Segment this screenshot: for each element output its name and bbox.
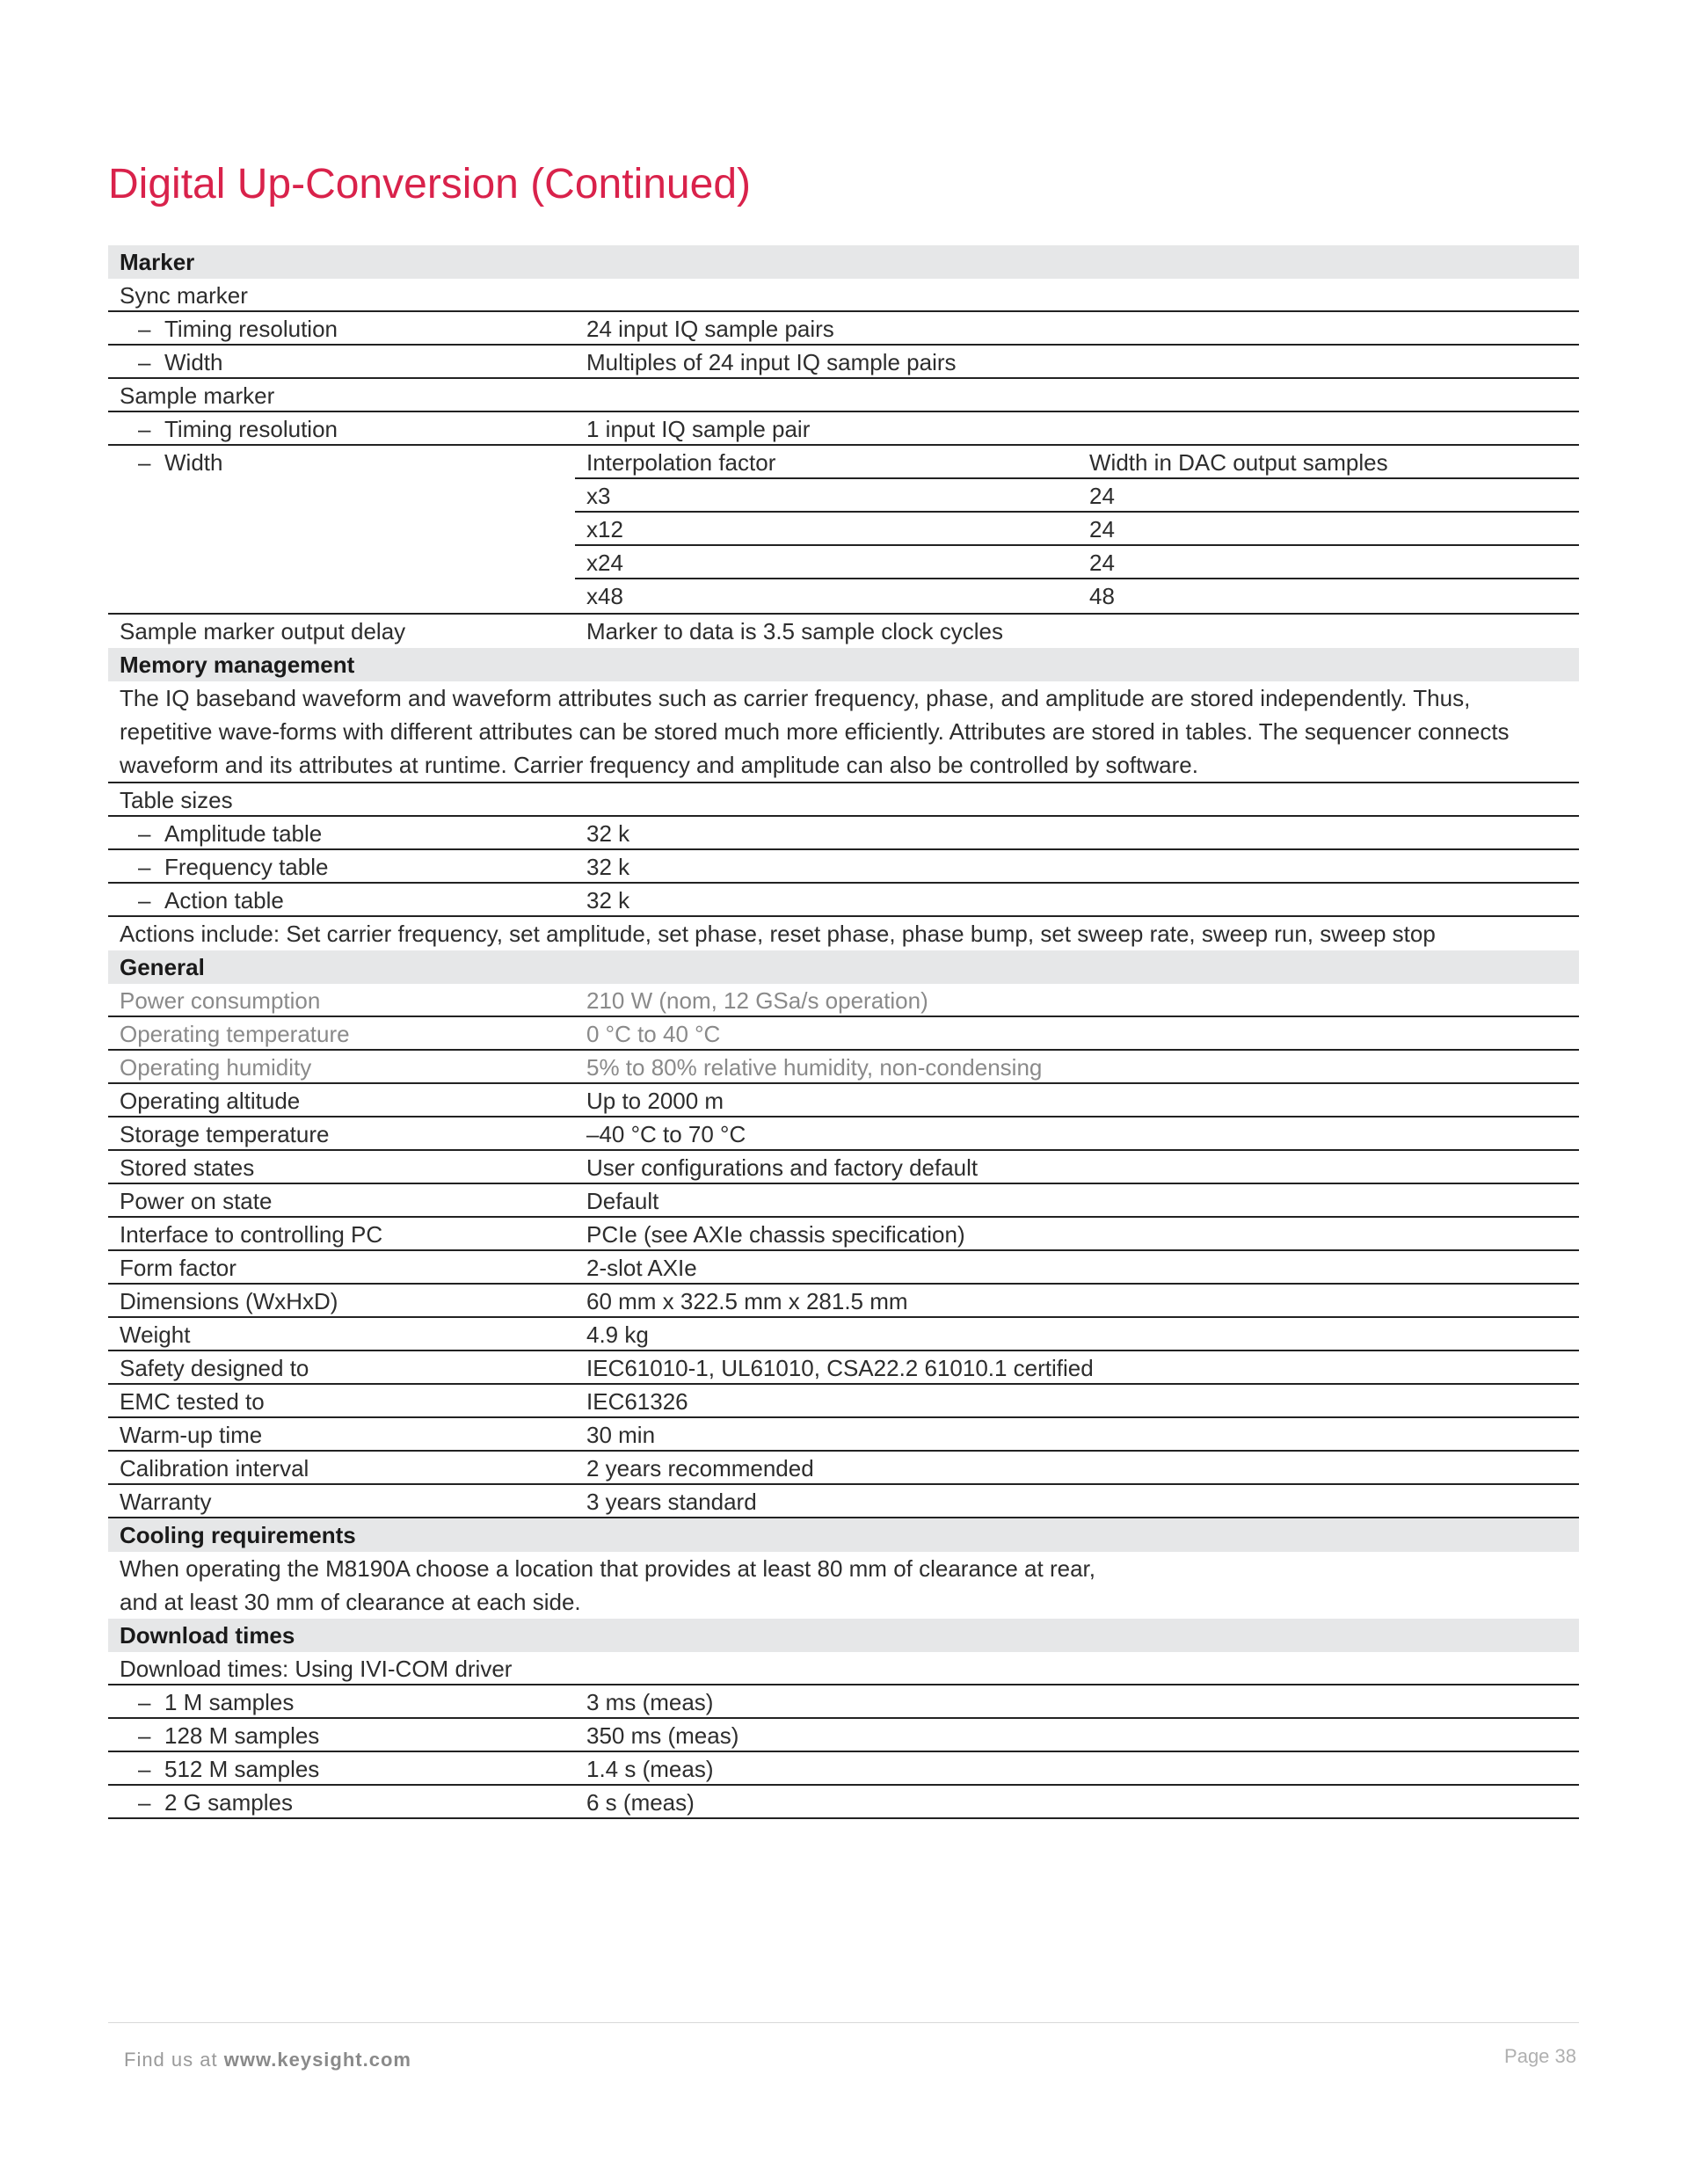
section-header-download: Download times	[108, 1619, 1579, 1652]
output-delay-value: Marker to data is 3.5 sample clock cycles	[586, 618, 1003, 644]
section-header-cooling: Cooling requirements	[108, 1518, 1579, 1552]
download-row	[108, 1786, 1579, 1819]
general-row	[108, 1318, 1579, 1351]
interpolation-factor-header: Interpolation factor	[586, 449, 776, 476]
general-label: Calibration interval	[120, 1455, 309, 1481]
download-label	[138, 1752, 319, 1786]
dac-width: 24	[1089, 483, 1115, 509]
page-number: Page 38	[1504, 2045, 1576, 2067]
general-label: Power on state	[120, 1188, 273, 1214]
cooling-line: and at least 30 mm of clearance at each side.	[120, 1589, 581, 1615]
frequency-table-label	[138, 850, 328, 884]
footer-find-us	[124, 2049, 411, 2071]
amplitude-table-row	[108, 817, 1579, 850]
dash: –	[138, 1756, 151, 1782]
sync-timing-label	[138, 312, 338, 346]
footer-find-prefix: Find us at	[124, 2049, 218, 2071]
specification-table	[108, 245, 1579, 1819]
general-value: 2-slot AXIe	[586, 1255, 697, 1281]
general-row	[108, 1084, 1579, 1117]
action-table-row	[108, 884, 1579, 917]
general-row	[108, 1151, 1579, 1184]
download-row	[108, 1752, 1579, 1786]
cooling-line: When operating the M8190A choose a location that provides at least 80 mm of clearance at rear,	[120, 1555, 1095, 1582]
general-label: Interface to controlling PC	[120, 1221, 383, 1248]
interpolation-factor: x24	[586, 550, 623, 576]
frequency-table-row	[108, 850, 1579, 884]
action-table-value: 32 k	[586, 887, 630, 914]
dash: –	[138, 416, 151, 442]
download-label-text: 2 G samples	[164, 1789, 293, 1816]
sample-marker-label: Sample marker	[120, 382, 275, 409]
general-row	[108, 984, 1579, 1017]
dac-width: 48	[1089, 583, 1115, 609]
sync-width-label	[138, 346, 222, 379]
width-subtable-row	[575, 546, 1579, 579]
general-row	[108, 1351, 1579, 1385]
download-row	[108, 1685, 1579, 1719]
general-row	[108, 1485, 1579, 1518]
download-label	[138, 1786, 293, 1819]
output-delay-row	[108, 615, 1579, 648]
general-row	[108, 1285, 1579, 1318]
action-table-text: Action table	[164, 887, 284, 914]
dash: –	[138, 349, 151, 375]
sync-width-text: Width	[164, 349, 223, 375]
general-label: Weight	[120, 1321, 191, 1348]
general-value: 2 years recommended	[586, 1455, 814, 1481]
general-row	[108, 1418, 1579, 1452]
amplitude-table-text: Amplitude table	[164, 820, 323, 847]
sync-width-value: Multiples of 24 input IQ sample pairs	[586, 349, 957, 375]
interpolation-factor: x3	[586, 483, 611, 509]
download-value: 3 ms (meas)	[586, 1689, 714, 1715]
download-label-text: 128 M samples	[164, 1722, 320, 1749]
sample-width-label	[138, 446, 222, 479]
section-header-memory: Memory management	[108, 648, 1579, 681]
general-value: IEC61010-1, UL61010, CSA22.2 61010.1 certified	[586, 1355, 1094, 1381]
memory-paragraph: The IQ baseband waveform and waveform attributes such as carrier frequency, phase, and amplitude are stored independently. Thus, repetitive wave-forms with different attributes can be stored much more efficiently. Attributes are stored in tables. The sequencer connects waveform and its attributes at runtime. Carrier frequency and amplitude can also be controlled by software.	[108, 681, 1579, 783]
amplitude-table-value: 32 k	[586, 820, 630, 847]
general-label: EMC tested to	[120, 1388, 265, 1415]
general-label: Dimensions (WxHxD)	[120, 1288, 338, 1314]
sync-marker-row	[108, 279, 1579, 312]
general-value: Up to 2000 m	[586, 1088, 724, 1114]
general-row	[108, 1117, 1579, 1151]
sync-marker-label: Sync marker	[120, 282, 248, 309]
general-row	[108, 1385, 1579, 1418]
dash: –	[138, 1689, 151, 1715]
general-value: 30 min	[586, 1422, 656, 1448]
sample-timing-row	[108, 412, 1579, 446]
sample-marker-row	[108, 379, 1579, 412]
general-label: Warm-up time	[120, 1422, 263, 1448]
section-header-marker: Marker	[108, 245, 1579, 279]
general-value: Default	[586, 1188, 659, 1214]
general-row	[108, 1051, 1579, 1084]
general-value: 4.9 kg	[586, 1321, 649, 1348]
sample-timing-label	[138, 412, 338, 446]
general-label: Storage temperature	[120, 1121, 330, 1147]
download-value: 6 s (meas)	[586, 1789, 695, 1816]
general-value: PCIe (see AXIe chassis specification)	[586, 1221, 965, 1248]
output-delay-label: Sample marker output delay	[120, 618, 406, 644]
amplitude-table-label	[138, 817, 322, 850]
width-subtable-header	[575, 446, 1579, 479]
sync-width-row	[108, 346, 1579, 379]
table-sizes-label: Table sizes	[120, 787, 233, 813]
sample-timing-value: 1 input IQ sample pair	[586, 416, 811, 442]
section-header-general: General	[108, 950, 1579, 984]
download-intro: Download times: Using IVI-COM driver	[108, 1652, 1579, 1685]
download-label-text: 512 M samples	[164, 1756, 320, 1782]
dash: –	[138, 449, 151, 476]
sample-timing-text: Timing resolution	[164, 416, 338, 442]
general-label: Operating temperature	[120, 1021, 350, 1047]
general-row	[108, 1251, 1579, 1285]
dash: –	[138, 887, 151, 914]
download-label	[138, 1719, 319, 1752]
sample-width-row	[108, 446, 1579, 615]
general-value: IEC61326	[586, 1388, 688, 1415]
general-row	[108, 1184, 1579, 1218]
dac-width-header: Width in DAC output samples	[1089, 449, 1388, 476]
general-row	[108, 1218, 1579, 1251]
general-row	[108, 1017, 1579, 1051]
download-label	[138, 1685, 294, 1719]
table-sizes-row	[108, 783, 1579, 817]
general-label: Operating humidity	[120, 1054, 312, 1081]
dac-width: 24	[1089, 550, 1115, 576]
interpolation-factor: x12	[586, 516, 623, 542]
dash: –	[138, 316, 151, 342]
width-subtable	[575, 446, 1579, 613]
download-row	[108, 1719, 1579, 1752]
dash: –	[138, 1722, 151, 1749]
general-row	[108, 1452, 1579, 1485]
general-label: Power consumption	[120, 987, 321, 1014]
general-value: 0 °C to 40 °C	[586, 1021, 721, 1047]
general-value: User configurations and factory default	[586, 1154, 979, 1181]
general-value: 60 mm x 322.5 mm x 281.5 mm	[586, 1288, 908, 1314]
dash: –	[138, 820, 151, 847]
general-label: Operating altitude	[120, 1088, 301, 1114]
width-subtable-row	[575, 513, 1579, 546]
sync-timing-row	[108, 312, 1579, 346]
action-table-label	[138, 884, 284, 917]
dash: –	[138, 1789, 151, 1816]
download-label-text: 1 M samples	[164, 1689, 295, 1715]
download-value: 1.4 s (meas)	[586, 1756, 714, 1782]
general-value: 3 years standard	[586, 1489, 757, 1515]
sync-timing-text: Timing resolution	[164, 316, 338, 342]
general-label: Safety designed to	[120, 1355, 309, 1381]
actions-note: Actions include: Set carrier frequency, set amplitude, set phase, reset phase, phase bump, set sweep rate, sweep run, sweep stop	[120, 921, 1436, 947]
dash: –	[138, 854, 151, 880]
general-label: Warranty	[120, 1489, 212, 1515]
sample-width-text: Width	[164, 449, 223, 476]
general-value: 210 W (nom, 12 GSa/s operation)	[586, 987, 928, 1014]
general-value: –40 °C to 70 °C	[586, 1121, 746, 1147]
dac-width: 24	[1089, 516, 1115, 542]
width-subtable-row	[575, 479, 1579, 513]
general-label: Form factor	[120, 1255, 236, 1281]
width-subtable-row	[575, 579, 1579, 613]
download-value: 350 ms (meas)	[586, 1722, 739, 1749]
frequency-table-value: 32 k	[586, 854, 630, 880]
footer-website-link[interactable]: www.keysight.com	[223, 2049, 411, 2071]
general-value: 5% to 80% relative humidity, non-condensing	[586, 1054, 1043, 1081]
page-title: Digital Up-Conversion (Continued)	[108, 161, 751, 207]
sync-timing-value: 24 input IQ sample pairs	[586, 316, 834, 342]
general-label: Stored states	[120, 1154, 255, 1181]
footer-divider	[108, 2022, 1579, 2023]
interpolation-factor: x48	[586, 583, 623, 609]
frequency-table-text: Frequency table	[164, 854, 329, 880]
